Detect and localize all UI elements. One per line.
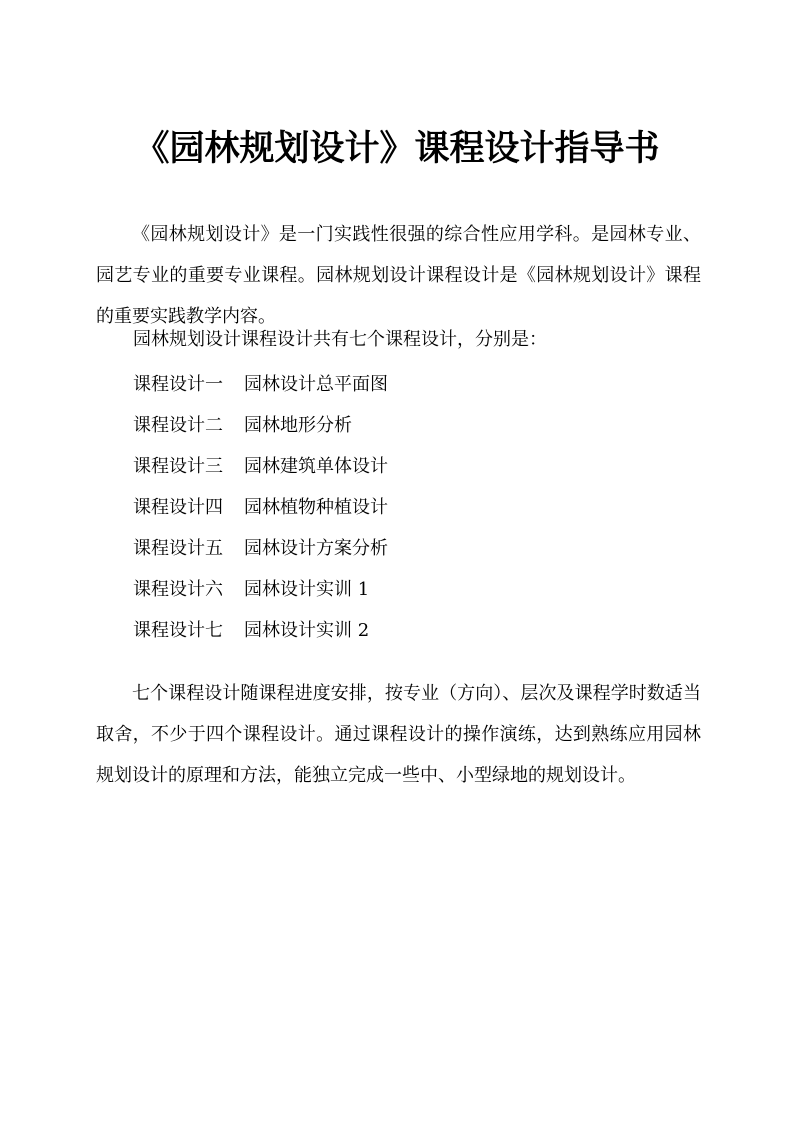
course-design-item — [133, 364, 388, 405]
course-design-title: 园林植物种植设计 — [244, 497, 388, 518]
course-design-label: 课程设计一 — [133, 374, 223, 395]
document-title: 《园林规划设计》课程设计指导书 — [134, 129, 660, 170]
course-design-item — [133, 405, 388, 446]
course-design-title: 园林设计实训 1 — [244, 579, 370, 600]
course-design-label: 课程设计六 — [133, 579, 223, 600]
course-design-item — [133, 610, 388, 651]
course-design-label: 课程设计四 — [133, 497, 223, 518]
course-design-label: 课程设计七 — [133, 620, 223, 641]
course-design-title: 园林设计实训 2 — [244, 620, 370, 641]
course-design-list — [133, 364, 388, 651]
course-design-item — [133, 528, 388, 569]
course-design-title: 园林设计总平面图 — [244, 374, 388, 395]
course-design-item — [133, 569, 388, 610]
course-design-title: 园林建筑单体设计 — [244, 456, 388, 477]
closing-paragraph: 七个课程设计随课程进度安排，按专业（方向）、层次及课程学时数适当取舍，不少于四个课程设计。通过课程设计的操作演练，达到熟练应用园林规划设计的原理和方法，能独立完成一些中、小型绿地的规划设计。 — [96, 683, 701, 786]
course-design-title: 园林设计方案分析 — [244, 538, 388, 559]
course-design-title: 园林地形分析 — [244, 415, 352, 436]
course-design-label: 课程设计二 — [133, 415, 223, 436]
course-design-label: 课程设计三 — [133, 456, 223, 477]
intro-paragraph: 《园林规划设计》是一门实践性很强的综合性应用学科。是园林专业、园艺专业的重要专业课程。园林规划设计课程设计是《园林规划设计》课程的重要实践教学内容。 — [96, 224, 701, 327]
course-design-label: 课程设计五 — [133, 538, 223, 559]
course-design-item — [133, 487, 388, 528]
course-design-item — [133, 446, 388, 487]
course-design-summary: 园林规划设计课程设计共有七个课程设计，分别是： — [133, 329, 547, 350]
